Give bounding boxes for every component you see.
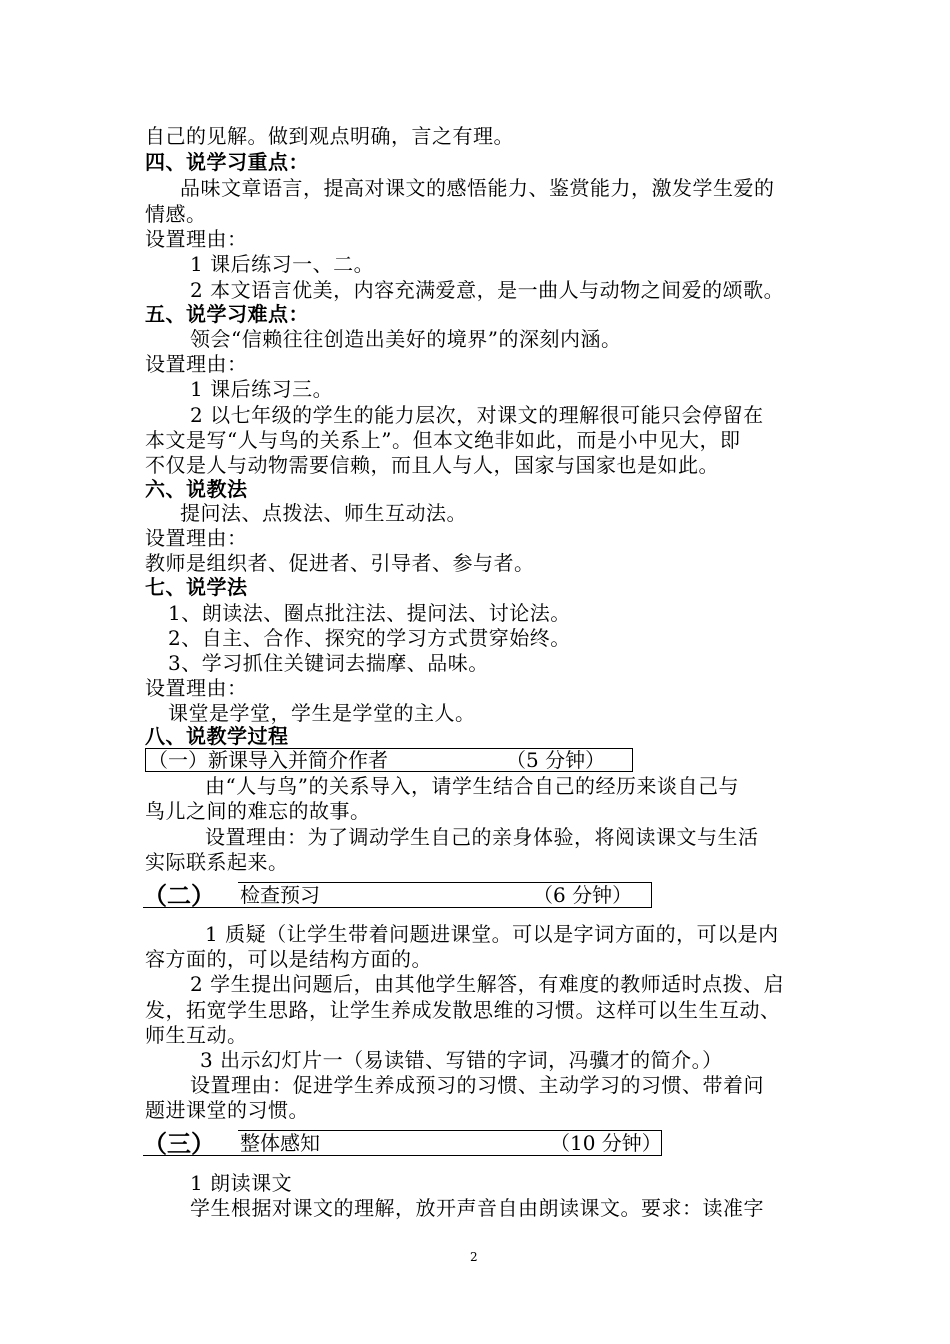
- step-three-underline: [143, 1155, 238, 1156]
- text-line: 3、学习抓住关键词去揣摩、品味。: [168, 651, 489, 675]
- text-line: 不仅是人与动物需要信赖，而且人与人，国家与国家也是如此。: [145, 453, 719, 477]
- step-two-minutes: （6 分钟）: [533, 883, 633, 907]
- step-two-tag: （二）: [143, 882, 215, 910]
- step-three-title: 整体感知: [240, 1131, 320, 1155]
- text-line: 情感。: [145, 202, 207, 226]
- text-line: 发，拓宽学生思路，让学生养成发散思维的习惯。这样可以生生互动、: [145, 998, 781, 1022]
- step-two-box: [238, 882, 652, 908]
- text-line: 鸟儿之间的难忘的故事。: [145, 799, 371, 823]
- text-line: 教师是组织者、促进者、引导者、参与者。: [145, 551, 535, 575]
- text-line: 1、朗读法、圈点批注法、提问法、讨论法。: [168, 601, 571, 625]
- section-heading: 四、说学习重点：: [145, 150, 309, 174]
- text-line: 3 出示幻灯片一（易读错、写错的字词，冯骥才的简介。）: [200, 1048, 723, 1072]
- text-line: 品味文章语言，提高对课文的感悟能力、鉴赏能力，激发学生爱的: [180, 176, 775, 200]
- text-line: 容方面的，可以是结构方面的。: [145, 947, 432, 971]
- step-three-minutes: （10 分钟）: [550, 1131, 662, 1155]
- section-heading: 八、说教学过程: [145, 724, 289, 748]
- text-line: 设置理由：促进学生养成预习的习惯、主动学习的习惯、带着问: [190, 1073, 764, 1097]
- section-heading: 七、说学法: [145, 575, 248, 599]
- text-line: 1 质疑（让学生带着问题进课堂。可以是字词方面的，可以是内: [205, 922, 779, 946]
- text-line: 领会“信赖往往创造出美好的境界”的深刻内涵。: [190, 327, 622, 351]
- text-line: 本文是写“人与鸟的关系上”。但本文绝非如此，而是小中见大，即: [145, 428, 741, 452]
- text-line: 师生互动。: [145, 1023, 248, 1047]
- step-one-minutes: （5 分钟）: [506, 748, 606, 772]
- step-two-title: 检查预习: [240, 883, 320, 907]
- text-line: 实际联系起来。: [145, 850, 289, 874]
- text-line: 学生根据对课文的理解，放开声音自由朗读课文。要求：读准字: [190, 1196, 764, 1220]
- text-line: 题进课堂的习惯。: [145, 1098, 309, 1122]
- text-line: 由“人与鸟”的关系导入，请学生结合自己的经历来谈自己与: [205, 774, 739, 798]
- text-line: 自己的见解。做到观点明确，言之有理。: [145, 124, 514, 148]
- step-three-tag: （三）: [143, 1130, 215, 1158]
- text-line: 1 朗读课文: [190, 1171, 293, 1195]
- step-two-underline: [143, 907, 238, 908]
- text-line: 2 本文语言优美，内容充满爱意，是一曲人与动物之间爱的颂歌。: [190, 278, 785, 302]
- text-line: 设置理由：: [145, 227, 248, 251]
- text-line: 2 学生提出问题后，由其他学生解答，有难度的教师适时点拨、启: [190, 972, 785, 996]
- text-line: 1 课后练习三。: [190, 377, 334, 401]
- text-line: 提问法、点拨法、师生互动法。: [180, 501, 467, 525]
- text-line: 1 课后练习一、二。: [190, 252, 375, 276]
- step-three-box: [238, 1130, 662, 1156]
- page-number: 2: [470, 1250, 478, 1264]
- text-line: 2 以七年级的学生的能力层次，对课文的理解很可能只会停留在: [190, 403, 764, 427]
- text-line: 课堂是学堂，学生是学堂的主人。: [168, 701, 476, 725]
- text-line: 设置理由：: [145, 676, 248, 700]
- step-one-title: （一）新课导入并简介作者: [148, 748, 388, 772]
- text-line: 设置理由：为了调动学生自己的亲身体验，将阅读课文与生活: [205, 825, 759, 849]
- section-heading: 五、说学习难点：: [145, 302, 309, 326]
- text-line: 2、自主、合作、探究的学习方式贯穿始终。: [168, 626, 571, 650]
- text-line: 设置理由：: [145, 352, 248, 376]
- section-heading: 六、说教法: [145, 477, 248, 501]
- step-one-box: [145, 748, 633, 772]
- text-line: 设置理由：: [145, 526, 248, 550]
